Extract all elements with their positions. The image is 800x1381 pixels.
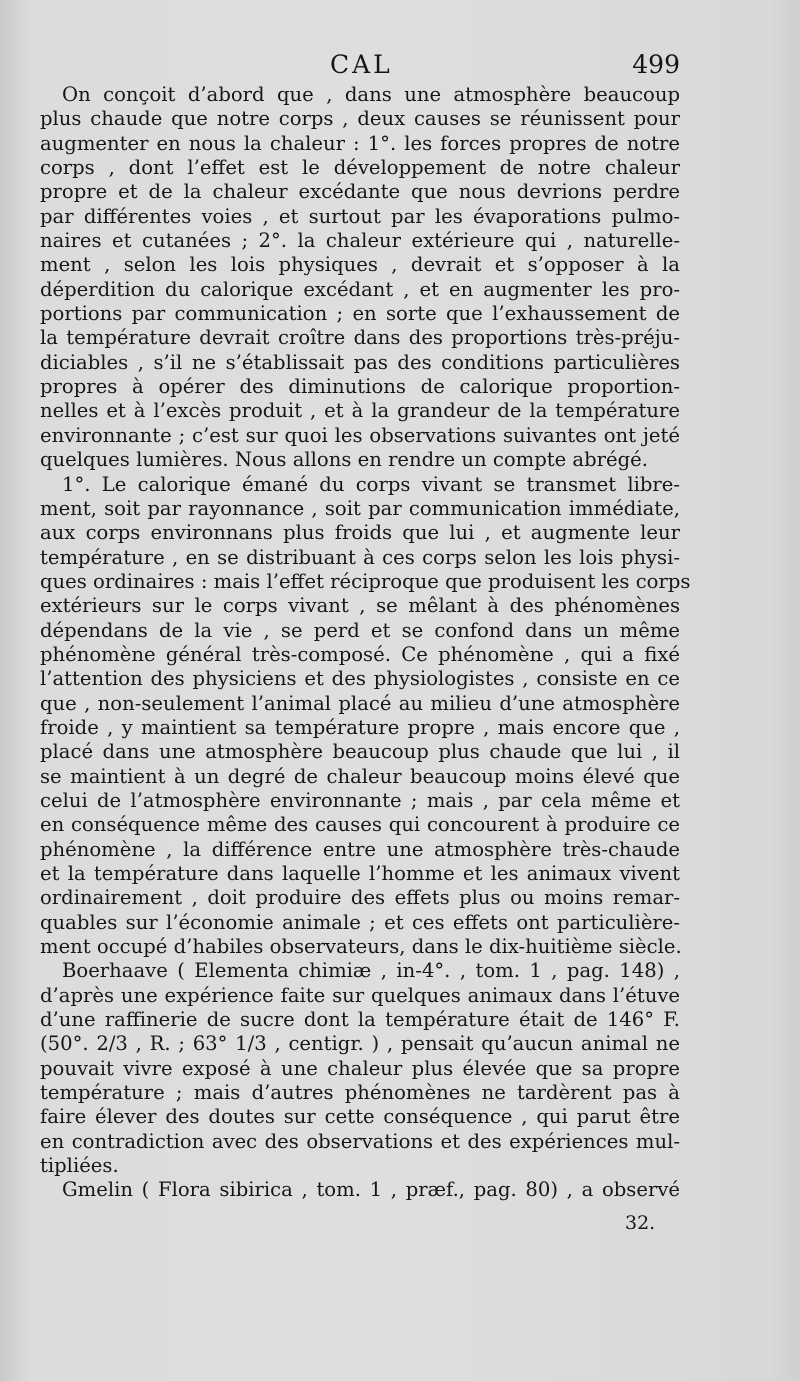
text-line: phénomène général très-composé. Ce phénomène , qui a fixé [40, 642, 680, 666]
text-line: propre et de la chaleur excédante que nous devrions perdre [40, 180, 680, 204]
running-head [40, 50, 680, 80]
text-line: aux corps environnans plus froids que lui , et augmente leur [40, 521, 680, 545]
text-line: On conçoit d’abord que , dans une atmosphère beaucoup [62, 83, 680, 106]
text-line: tipliées. [40, 1154, 119, 1178]
text-line: température , en se distribuant à ces corps selon les lois physi- [40, 545, 680, 569]
text-line: propres à opérer des diminutions de calorique proportion- [40, 375, 680, 399]
text-line: en contradiction avec des observations et des expériences mul- [40, 1129, 680, 1153]
text-line: naires et cutanées ; 2°. la chaleur extérieure qui , naturelle- [40, 229, 680, 253]
text-line: quelques lumières. Nous allons en rendre un compte abrégé. [40, 448, 648, 472]
text-line: plus chaude que notre corps , deux causes se réunissent pour [40, 107, 680, 131]
text-line: la température devrait croître dans des proportions très-préju- [40, 326, 680, 350]
text-line: dépendans de la vie , se perd et se confond dans un même [40, 618, 680, 642]
text-line: celui de l’atmosphère environnante ; mais , par cela même et [40, 788, 680, 812]
text-line: pouvait vivre exposé à une chaleur plus élevée que sa propre [40, 1056, 680, 1080]
text-line: ques ordinaires : mais l’effet réciproque que produisent les corps [40, 569, 691, 593]
text-line: ment occupé d’habiles observateurs, dans le dix-huitième siècle. [40, 935, 682, 959]
text-line: que , non-seulement l’animal placé au milieu d’une atmosphère [40, 691, 680, 715]
text-line: ment, soit par rayonnance , soit par communication immédiate, [40, 496, 680, 520]
text-line: corps , dont l’effet est le développement de notre chaleur [40, 156, 680, 180]
text-line: température ; mais d’autres phénomènes ne tardèrent pas à [40, 1081, 680, 1105]
text-line: et la température dans laquelle l’homme et les animaux vivent [40, 862, 680, 885]
text-line: quables sur l’économie animale ; et ces effets ont particulière- [40, 910, 680, 934]
running-head-title: CAL [330, 50, 393, 79]
text-line: 1°. Le calorique émané du corps vivant se transmet libre- [62, 472, 680, 496]
text-line: Gmelin ( Flora sibirica , tom. 1 , præf., pag. 80) , a observé [62, 1178, 680, 1202]
text-line: d’après une expérience faite sur quelques animaux dans l’étuve [40, 983, 680, 1007]
text-line: environnante ; c’est sur quoi les observations suivantes ont jeté [40, 423, 680, 447]
page-number: 499 [632, 50, 680, 79]
text-line: ment , selon les lois physiques , devrait et s’opposer à la [40, 253, 680, 277]
text-line: Boerhaave ( Elementa chimiæ , in-4°. , tom. 1 , pag. 148) , [62, 959, 680, 983]
text-line: se maintient à un degré de chaleur beaucoup moins élevé que [40, 764, 680, 788]
text-line: l’attention des physiciens et des physiologistes , consiste en ce [40, 667, 680, 691]
text-line: faire élever des doutes sur cette conséquence , qui parut être [40, 1105, 680, 1129]
text-line: froide , y maintient sa température propre , mais encore que , [40, 715, 680, 739]
text-line: déperdition du calorique excédant , et en augmenter les pro- [40, 277, 680, 301]
signature-mark: 32. [625, 1212, 656, 1234]
text-line: extérieurs sur le corps vivant , se mêlant à des phénomènes [40, 594, 680, 618]
text-line: portions par communication ; en sorte que l’exhaussement de [40, 302, 680, 326]
text-line: en conséquence même des causes qui concourent à produire ce [40, 813, 680, 837]
text-line: augmenter en nous la chaleur : 1°. les forces propres de notre [40, 131, 680, 155]
text-line: (50°. 2/3 , R. ; 63° 1/3 , centigr. ) , pensait qu’aucun animal ne [40, 1032, 680, 1056]
text-line: phénomène , la différence entre une atmosphère très-chaude [40, 837, 680, 861]
text-line: diciables , s’il ne s’établissait pas des conditions particulières [40, 350, 680, 374]
text-line: d’une raffinerie de sucre dont la température était de 146° F. [40, 1008, 680, 1032]
body-text [40, 83, 691, 1203]
text-line: ordinairement , doit produire des effets plus ou moins remar- [40, 886, 680, 910]
text-line: par différentes voies , et surtout par les évaporations pulmo- [40, 204, 680, 228]
text-line: nelles et à l’excès produit , et à la grandeur de la température [40, 399, 680, 423]
text-line: placé dans une atmosphère beaucoup plus chaude que lui , il [40, 740, 680, 764]
